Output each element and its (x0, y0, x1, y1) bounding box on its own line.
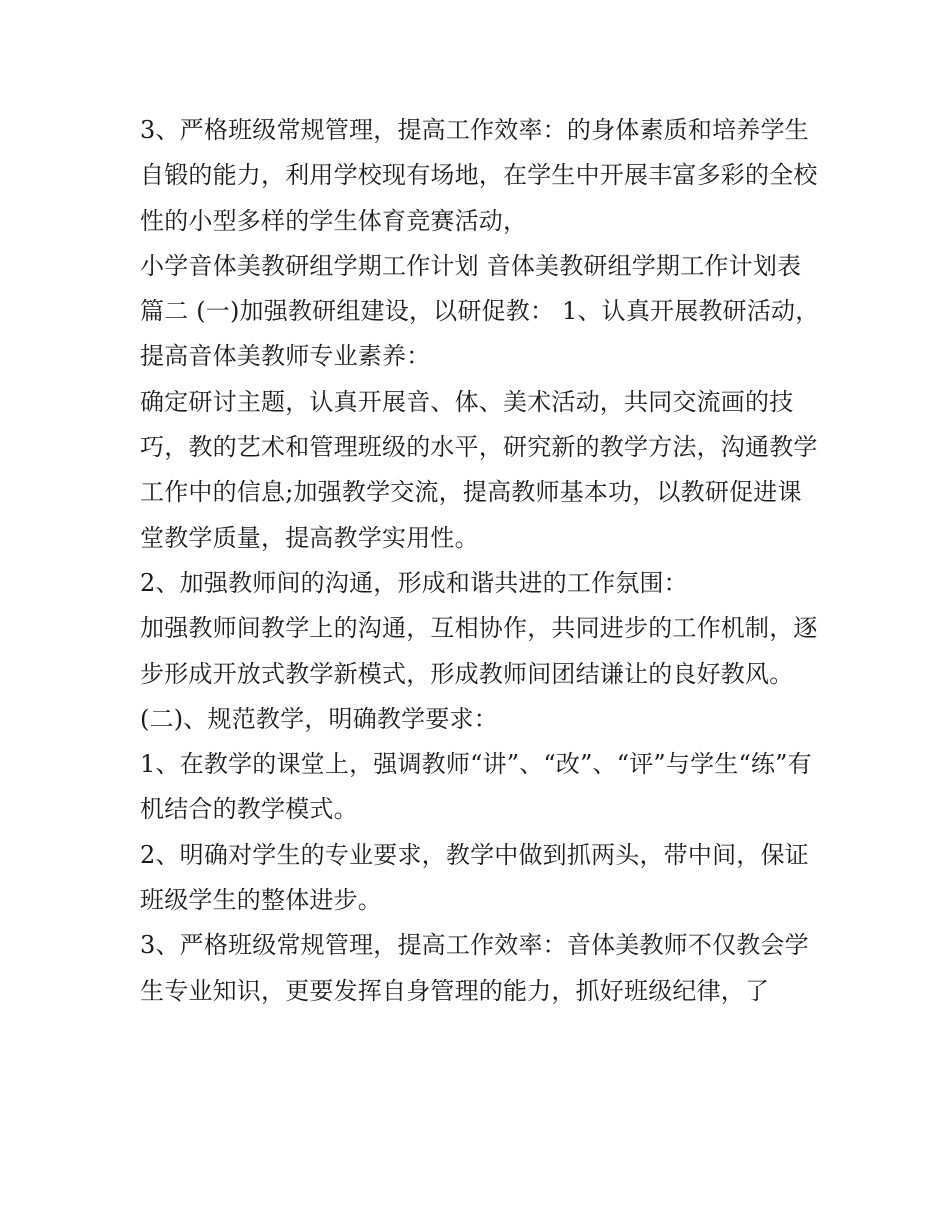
paragraph-1: 3、严格班级常规管理，提高工作效率：的身体素质和培养学生自锻的能力，利用学校现有场地，在学生中开展丰富多彩的全校性的小型多样的学生体育竞赛活动， (140, 116, 818, 235)
body-text (140, 108, 820, 1014)
paragraph-3: 确定研讨主题，认真开展音、体、美术活动，共同交流画的技巧，教的艺术和管理班级的水平，研究新的教学方法，沟通教学工作中的信息;加强教学交流，提高教师基本功，以教研促进课堂教学质量，提高教学实用性。 (140, 387, 818, 552)
paragraph-7: 2、明确对学生的专业要求，教学中做到抓两头，带中间，保证班级学生的整体进步。 (140, 840, 809, 915)
paragraph-6: 1、在教学的课堂上，强调教师“讲”、“改”、“评”与学生“练”有机结合的教学模式。 (140, 750, 812, 824)
paragraph-2: 小学音体美教研组学期工作计划 音体美教研组学期工作计划表篇二 (一)加强教研组建设，以研促教： 1、认真开展教研活动，提高音体美教师专业素养： (140, 251, 820, 371)
paragraph-8: 3、严格班级常规管理，提高工作效率：音体美教师不仅教会学生专业知识，更要发挥自身管理的能力，抓好班级纪律，了 (140, 931, 809, 1005)
paragraph-4: 2、加强教师间的沟通，形成和谐共进的工作氛围： (140, 568, 688, 597)
paragraph-5: 加强教师间教学上的沟通，互相协作，共同进步的工作机制，逐步形成开放式教学新模式，形成教师间团结谦让的良好教风。 (二)、规范教学，明确教学要求： (140, 614, 818, 733)
